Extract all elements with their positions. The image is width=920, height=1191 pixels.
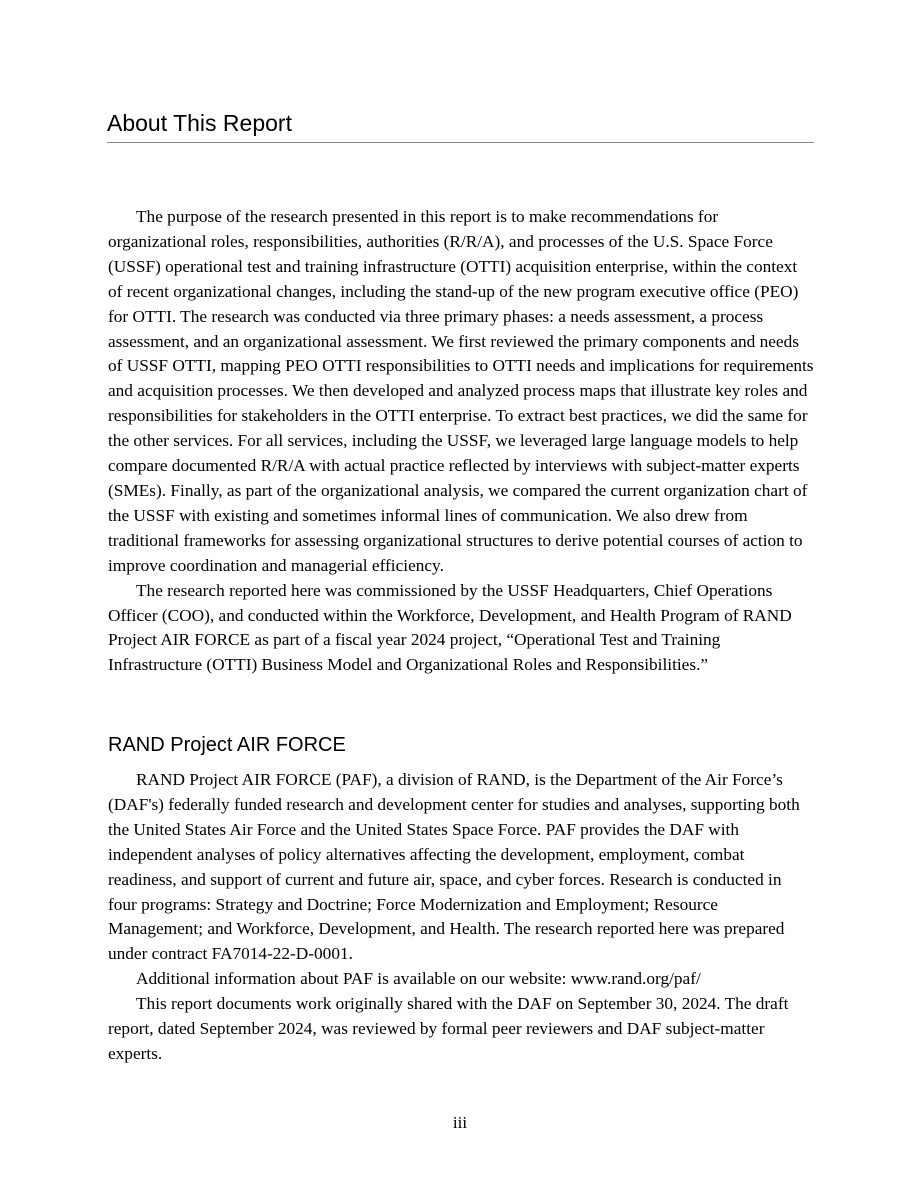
- review-paragraph: This report documents work originally shared with the DAF on September 30, 2024. The draft report, dated September 2024, was reviewed by formal peer reviewers and DAF subject-matter experts.: [108, 994, 789, 1063]
- about-report-body: [108, 205, 814, 678]
- section-heading-rand-paf: RAND Project AIR FORCE: [108, 734, 346, 756]
- paf-website-paragraph: Additional information about PAF is available on our website: www.rand.org/paf/: [136, 969, 701, 989]
- rand-paf-body: [108, 768, 814, 1067]
- page-number: iii: [452, 1113, 468, 1132]
- paf-description-paragraph: RAND Project AIR FORCE (PAF), a division of RAND, is the Department of the Air Force’s (DAF's) federally funded research and development center for studies and analyses, supporting both the United States Air Force and the United States Space Force. PAF provides the DAF with independent analyses of policy alternatives affecting the development, employment, combat readiness, and support of current and future air, space, and cyber forces. Research is conducted in four programs: Strategy and Doctrine; Force Modernization and Employment; Resource Management; and Workforce, Development, and Health. The research reported here was prepared under contract FA7014-22-D-0001.: [108, 770, 800, 964]
- title-divider: [107, 142, 814, 143]
- page-title: About This Report: [107, 110, 292, 136]
- purpose-paragraph: The purpose of the research presented in this report is to make recommendations for organizational roles, responsibilities, authorities (R/R/A), and processes of the U.S. Space Force (USSF) operational test and training infrastructure (OTTI) acquisition enterprise, within the context of recent organizational changes, including the stand-up of the new program executive office (PEO) for OTTI. The research was conducted via three primary phases: a needs assessment, a process assessment, and an organizational assessment. We first reviewed the primary components and needs of USSF OTTI, mapping PEO OTTI responsibilities to OTTI needs and implications for requirements and acquisition processes. We then developed and analyzed process maps that illustrate key roles and responsibilities for stakeholders in the OTTI enterprise. To extract best practices, we did the same for the other services. For all services, including the USSF, we leveraged large language models to help compare documented R/R/A with actual practice reflected by interviews with subject-matter experts (SMEs). Finally, as part of the organizational analysis, we compared the current organization chart of the USSF with existing and sometimes informal lines of communication. We also drew from traditional frameworks for assessing organizational structures to derive potential courses of action to improve coordination and managerial efficiency.: [108, 207, 814, 575]
- commission-paragraph: The research reported here was commissioned by the USSF Headquarters, Chief Operations Officer (COO), and conducted within the Workforce, Development, and Health Program of RAND Project AIR FORCE as part of a fiscal year 2024 project, “Operational Test and Training Infrastructure (OTTI) Business Model and Organizational Roles and Responsibilities.”: [108, 580, 792, 675]
